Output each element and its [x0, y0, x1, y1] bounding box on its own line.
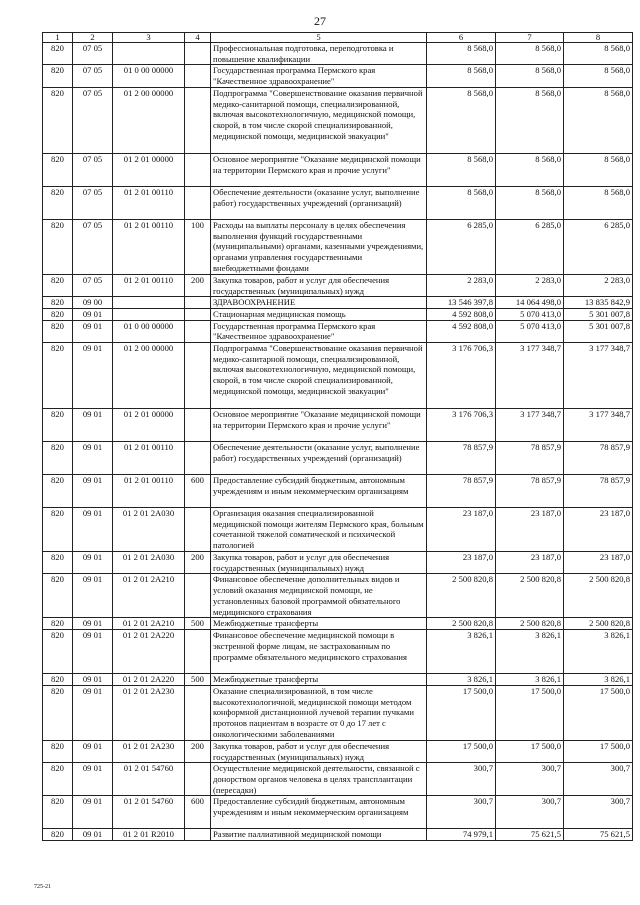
- code-cell: 820: [43, 763, 73, 796]
- description-cell: Осуществление медицинской деятельности, связанной с донорством органов человека в целях трансплантации (пересадки): [211, 763, 427, 796]
- description-cell: Закупка товаров, работ и услуг для обеспечения государственных (муниципальных) нужд: [211, 740, 427, 762]
- expense-type-cell: [185, 153, 211, 186]
- section-cell: 09 01: [73, 475, 113, 508]
- amount-col6-cell: 2 500 820,8: [427, 618, 496, 630]
- code-cell: 820: [43, 829, 73, 841]
- section-cell: 09 01: [73, 508, 113, 552]
- section-cell: 09 01: [73, 308, 113, 320]
- amount-col7-cell: 8 568,0: [496, 87, 564, 153]
- code-cell: 820: [43, 796, 73, 829]
- description-cell: Профессиональная подготовка, переподготовка и повышение квалификации: [211, 43, 427, 65]
- amount-col6-cell: 4 592 808,0: [427, 308, 496, 320]
- table-row: [43, 320, 633, 342]
- amount-col7-cell: 3 826,1: [496, 674, 564, 686]
- target-article-cell: 01 2 01 00110: [113, 186, 185, 219]
- amount-col7-cell: 8 568,0: [496, 186, 564, 219]
- expense-type-cell: 500: [185, 674, 211, 686]
- amount-col7-cell: 78 857,9: [496, 442, 564, 475]
- expense-type-cell: [185, 574, 211, 618]
- amount-col7-cell: 5 070 413,0: [496, 308, 564, 320]
- description-cell: Расходы на выплаты персоналу в целях обеспечения выполнения функций государственными (муниципальными) органами, казенными учреждениями, органами управления государственными внебюджетными фондами: [211, 219, 427, 274]
- section-cell: 09 00: [73, 297, 113, 309]
- target-article-cell: 01 2 01 2А220: [113, 674, 185, 686]
- section-cell: 09 01: [73, 740, 113, 762]
- amount-col7-cell: 2 283,0: [496, 274, 564, 296]
- section-cell: 09 01: [73, 320, 113, 342]
- table-row: [43, 186, 633, 219]
- section-cell: 07 05: [73, 65, 113, 87]
- target-article-cell: 01 2 01 00110: [113, 274, 185, 296]
- description-cell: Основное мероприятие "Оказание медицинской помощи на территории Пермского края и прочие услуги": [211, 153, 427, 186]
- amount-col8-cell: 17 500,0: [564, 685, 633, 740]
- code-cell: 820: [43, 308, 73, 320]
- code-cell: 820: [43, 409, 73, 442]
- code-cell: 820: [43, 740, 73, 762]
- table-row: [43, 508, 633, 552]
- code-cell: 820: [43, 43, 73, 65]
- section-cell: 09 01: [73, 630, 113, 674]
- target-article-cell: 01 2 01 00110: [113, 475, 185, 508]
- target-article-cell: 01 2 01 00000: [113, 409, 185, 442]
- table-row: [43, 297, 633, 309]
- target-article-cell: 01 2 01 R2010: [113, 829, 185, 841]
- section-cell: 07 05: [73, 186, 113, 219]
- target-article-cell: 01 2 01 00110: [113, 442, 185, 475]
- amount-col7-cell: 2 500 820,8: [496, 618, 564, 630]
- target-article-cell: 01 2 00 00000: [113, 87, 185, 153]
- amount-col8-cell: 5 301 007,8: [564, 308, 633, 320]
- description-cell: Предоставление субсидий бюджетным, автономным учреждениям и иным некоммерческим организациям: [211, 796, 427, 829]
- target-article-cell: 01 0 00 00000: [113, 65, 185, 87]
- expense-type-cell: 200: [185, 740, 211, 762]
- amount-col8-cell: 23 187,0: [564, 508, 633, 552]
- expense-type-cell: 200: [185, 274, 211, 296]
- section-cell: 09 01: [73, 343, 113, 409]
- amount-col6-cell: 8 568,0: [427, 65, 496, 87]
- amount-col8-cell: 8 568,0: [564, 186, 633, 219]
- code-cell: 820: [43, 274, 73, 296]
- amount-col8-cell: 3 826,1: [564, 630, 633, 674]
- target-article-cell: [113, 308, 185, 320]
- section-cell: 09 01: [73, 409, 113, 442]
- description-cell: Оказание специализированной, в том числе высокотехнологичной, медицинской помощи методом конформной дистанционной лучевой терапии пучками протонов пациентам в возрасте от 0 до 17 лет с онкологическими заболеваниями: [211, 685, 427, 740]
- header-cell: 1: [43, 33, 73, 43]
- target-article-cell: 01 0 00 00000: [113, 320, 185, 342]
- table-row: [43, 442, 633, 475]
- amount-col7-cell: 3 826,1: [496, 630, 564, 674]
- expense-type-cell: [185, 343, 211, 409]
- code-cell: 820: [43, 186, 73, 219]
- table-row: [43, 574, 633, 618]
- table-row: [43, 43, 633, 65]
- target-article-cell: 01 2 01 2А210: [113, 574, 185, 618]
- amount-col7-cell: 3 177 348,7: [496, 343, 564, 409]
- amount-col7-cell: 14 064 498,0: [496, 297, 564, 309]
- amount-col6-cell: 23 187,0: [427, 552, 496, 574]
- section-cell: 07 05: [73, 43, 113, 65]
- description-cell: Финансовое обеспечение дополнительных видов и условий оказания медицинской помощи, не установленных базовой программой обязательного медицинского страхования: [211, 574, 427, 618]
- code-cell: 820: [43, 685, 73, 740]
- expense-type-cell: 600: [185, 796, 211, 829]
- amount-col8-cell: 17 500,0: [564, 740, 633, 762]
- amount-col6-cell: 3 826,1: [427, 630, 496, 674]
- header-row: [43, 33, 633, 43]
- amount-col7-cell: 23 187,0: [496, 552, 564, 574]
- amount-col8-cell: 23 187,0: [564, 552, 633, 574]
- section-cell: 09 01: [73, 674, 113, 686]
- amount-col8-cell: 300,7: [564, 796, 633, 829]
- table-row: [43, 274, 633, 296]
- amount-col6-cell: 4 592 808,0: [427, 320, 496, 342]
- header-cell: 7: [496, 33, 564, 43]
- amount-col8-cell: 2 500 820,8: [564, 574, 633, 618]
- description-cell: Закупка товаров, работ и услуг для обеспечения государственных (муниципальных) нужд: [211, 274, 427, 296]
- amount-col7-cell: 3 177 348,7: [496, 409, 564, 442]
- description-cell: Обеспечение деятельности (оказание услуг, выполнение работ) государственных учреждений (организаций): [211, 442, 427, 475]
- description-cell: Закупка товаров, работ и услуг для обеспечения государственных (муниципальных) нужд: [211, 552, 427, 574]
- target-article-cell: 01 2 01 2А230: [113, 685, 185, 740]
- table-row: [43, 87, 633, 153]
- expense-type-cell: [185, 320, 211, 342]
- expense-type-cell: [185, 87, 211, 153]
- amount-col6-cell: 300,7: [427, 796, 496, 829]
- table-row: [43, 343, 633, 409]
- header-cell: 5: [211, 33, 427, 43]
- amount-col8-cell: 6 285,0: [564, 219, 633, 274]
- amount-col6-cell: 8 568,0: [427, 186, 496, 219]
- expense-type-cell: [185, 508, 211, 552]
- section-cell: 09 01: [73, 574, 113, 618]
- amount-col7-cell: 300,7: [496, 763, 564, 796]
- target-article-cell: 01 2 01 2А030: [113, 508, 185, 552]
- description-cell: Организация оказания специализированной медицинской помощи жителям Пермского края, больным сочетанной тяжелой соматической и психической патологией: [211, 508, 427, 552]
- code-cell: 820: [43, 87, 73, 153]
- section-cell: 09 01: [73, 796, 113, 829]
- amount-col6-cell: 6 285,0: [427, 219, 496, 274]
- section-cell: 09 01: [73, 442, 113, 475]
- table-row: [43, 552, 633, 574]
- target-article-cell: 01 2 01 00000: [113, 153, 185, 186]
- code-cell: 820: [43, 475, 73, 508]
- description-cell: Обеспечение деятельности (оказание услуг, выполнение работ) государственных учреждений (организаций): [211, 186, 427, 219]
- section-cell: 09 01: [73, 618, 113, 630]
- section-cell: 07 05: [73, 87, 113, 153]
- target-article-cell: 01 2 01 00110: [113, 219, 185, 274]
- target-article-cell: 01 2 01 54760: [113, 763, 185, 796]
- target-article-cell: 01 2 01 54760: [113, 796, 185, 829]
- target-article-cell: 01 2 01 2А220: [113, 630, 185, 674]
- expense-type-cell: [185, 763, 211, 796]
- description-cell: Государственная программа Пермского края "Качественное здравоохранение": [211, 320, 427, 342]
- amount-col6-cell: 3 826,1: [427, 674, 496, 686]
- description-cell: Стационарная медицинская помощь: [211, 308, 427, 320]
- amount-col8-cell: 2 283,0: [564, 274, 633, 296]
- budget-table: [42, 32, 633, 841]
- amount-col8-cell: 8 568,0: [564, 153, 633, 186]
- amount-col6-cell: 78 857,9: [427, 475, 496, 508]
- expense-type-cell: [185, 829, 211, 841]
- target-article-cell: 01 2 01 2А210: [113, 618, 185, 630]
- footer-code: 725-21: [34, 884, 51, 890]
- section-cell: 07 05: [73, 274, 113, 296]
- amount-col8-cell: 3 177 348,7: [564, 343, 633, 409]
- table-row: [43, 685, 633, 740]
- code-cell: 820: [43, 442, 73, 475]
- expense-type-cell: [185, 186, 211, 219]
- table-row: [43, 153, 633, 186]
- target-article-cell: 01 2 01 2А230: [113, 740, 185, 762]
- target-article-cell: 01 2 01 2А030: [113, 552, 185, 574]
- section-cell: 07 05: [73, 153, 113, 186]
- amount-col6-cell: 2 283,0: [427, 274, 496, 296]
- description-cell: Финансовое обеспечение медицинской помощи в экстренной форме лицам, не застрахованным по программе обязательного медицинского страхования: [211, 630, 427, 674]
- section-cell: 09 01: [73, 552, 113, 574]
- amount-col7-cell: 6 285,0: [496, 219, 564, 274]
- amount-col8-cell: 8 568,0: [564, 43, 633, 65]
- expense-type-cell: 200: [185, 552, 211, 574]
- table-row: [43, 630, 633, 674]
- table-row: [43, 740, 633, 762]
- description-cell: Государственная программа Пермского края "Качественное здравоохранение": [211, 65, 427, 87]
- description-cell: Развитие паллиативной медицинской помощи: [211, 829, 427, 841]
- table-row: [43, 796, 633, 829]
- code-cell: 820: [43, 297, 73, 309]
- expense-type-cell: [185, 442, 211, 475]
- amount-col8-cell: 300,7: [564, 763, 633, 796]
- header-cell: 4: [185, 33, 211, 43]
- expense-type-cell: [185, 43, 211, 65]
- description-cell: Предоставление субсидий бюджетным, автономным учреждениям и иным некоммерческим организациям: [211, 475, 427, 508]
- amount-col8-cell: 3 177 348,7: [564, 409, 633, 442]
- amount-col6-cell: 17 500,0: [427, 740, 496, 762]
- expense-type-cell: [185, 630, 211, 674]
- amount-col6-cell: 3 176 706,3: [427, 343, 496, 409]
- target-article-cell: [113, 43, 185, 65]
- code-cell: 820: [43, 508, 73, 552]
- amount-col8-cell: 13 835 842,9: [564, 297, 633, 309]
- expense-type-cell: [185, 297, 211, 309]
- code-cell: 820: [43, 65, 73, 87]
- amount-col6-cell: 17 500,0: [427, 685, 496, 740]
- header-cell: 3: [113, 33, 185, 43]
- amount-col8-cell: 75 621,5: [564, 829, 633, 841]
- amount-col7-cell: 5 070 413,0: [496, 320, 564, 342]
- table-row: [43, 618, 633, 630]
- amount-col8-cell: 3 826,1: [564, 674, 633, 686]
- expense-type-cell: 500: [185, 618, 211, 630]
- amount-col6-cell: 300,7: [427, 763, 496, 796]
- table-row: [43, 65, 633, 87]
- code-cell: 820: [43, 320, 73, 342]
- amount-col8-cell: 5 301 007,8: [564, 320, 633, 342]
- amount-col7-cell: 17 500,0: [496, 740, 564, 762]
- amount-col8-cell: 8 568,0: [564, 87, 633, 153]
- table-row: [43, 763, 633, 796]
- page-number: 27: [314, 14, 326, 28]
- code-cell: 820: [43, 574, 73, 618]
- expense-type-cell: 600: [185, 475, 211, 508]
- amount-col6-cell: 8 568,0: [427, 43, 496, 65]
- header-cell: 2: [73, 33, 113, 43]
- amount-col8-cell: 78 857,9: [564, 475, 633, 508]
- amount-col7-cell: 2 500 820,8: [496, 574, 564, 618]
- expense-type-cell: 100: [185, 219, 211, 274]
- table-row: [43, 475, 633, 508]
- code-cell: 820: [43, 618, 73, 630]
- code-cell: 820: [43, 630, 73, 674]
- code-cell: 820: [43, 153, 73, 186]
- section-cell: 09 01: [73, 685, 113, 740]
- description-cell: Межбюджетные трансферты: [211, 674, 427, 686]
- description-cell: Межбюджетные трансферты: [211, 618, 427, 630]
- amount-col7-cell: 8 568,0: [496, 153, 564, 186]
- header-cell: 6: [427, 33, 496, 43]
- table-row: [43, 308, 633, 320]
- description-cell: ЗДРАВООХРАНЕНИЕ: [211, 297, 427, 309]
- table-row: [43, 219, 633, 274]
- amount-col6-cell: 3 176 706,3: [427, 409, 496, 442]
- code-cell: 820: [43, 552, 73, 574]
- section-cell: 09 01: [73, 829, 113, 841]
- expense-type-cell: [185, 308, 211, 320]
- table-row: [43, 674, 633, 686]
- description-cell: Подпрограмма "Совершенствование оказания первичной медико-санитарной помощи, специализированной, включая высокотехнологичную, медицинской помощи, скорой, в том числе скорой специализированной, медицинской помощи, медицинской эвакуации": [211, 87, 427, 153]
- amount-col8-cell: 2 500 820,8: [564, 618, 633, 630]
- amount-col7-cell: 8 568,0: [496, 65, 564, 87]
- code-cell: 820: [43, 219, 73, 274]
- expense-type-cell: [185, 409, 211, 442]
- header-cell: 8: [564, 33, 633, 43]
- amount-col6-cell: 8 568,0: [427, 153, 496, 186]
- amount-col7-cell: 300,7: [496, 796, 564, 829]
- amount-col6-cell: 78 857,9: [427, 442, 496, 475]
- amount-col7-cell: 23 187,0: [496, 508, 564, 552]
- expense-type-cell: [185, 65, 211, 87]
- amount-col6-cell: 23 187,0: [427, 508, 496, 552]
- expense-type-cell: [185, 685, 211, 740]
- amount-col7-cell: 17 500,0: [496, 685, 564, 740]
- amount-col6-cell: 8 568,0: [427, 87, 496, 153]
- table-row: [43, 409, 633, 442]
- amount-col7-cell: 78 857,9: [496, 475, 564, 508]
- code-cell: 820: [43, 674, 73, 686]
- code-cell: 820: [43, 343, 73, 409]
- section-cell: 07 05: [73, 219, 113, 274]
- table-row: [43, 829, 633, 841]
- description-cell: Подпрограмма "Совершенствование оказания первичной медико-санитарной помощи, специализированной, включая высокотехнологичную, медицинской помощи, скорой, в том числе скорой специализированной, медицинской помощи, медицинской эвакуации": [211, 343, 427, 409]
- target-article-cell: [113, 297, 185, 309]
- amount-col6-cell: 13 546 397,8: [427, 297, 496, 309]
- amount-col7-cell: 75 621,5: [496, 829, 564, 841]
- target-article-cell: 01 2 00 00000: [113, 343, 185, 409]
- section-cell: 09 01: [73, 763, 113, 796]
- amount-col8-cell: 78 857,9: [564, 442, 633, 475]
- amount-col6-cell: 2 500 820,8: [427, 574, 496, 618]
- amount-col8-cell: 8 568,0: [564, 65, 633, 87]
- description-cell: Основное мероприятие "Оказание медицинской помощи на территории Пермского края и прочие услуги": [211, 409, 427, 442]
- amount-col6-cell: 74 979,1: [427, 829, 496, 841]
- amount-col7-cell: 8 568,0: [496, 43, 564, 65]
